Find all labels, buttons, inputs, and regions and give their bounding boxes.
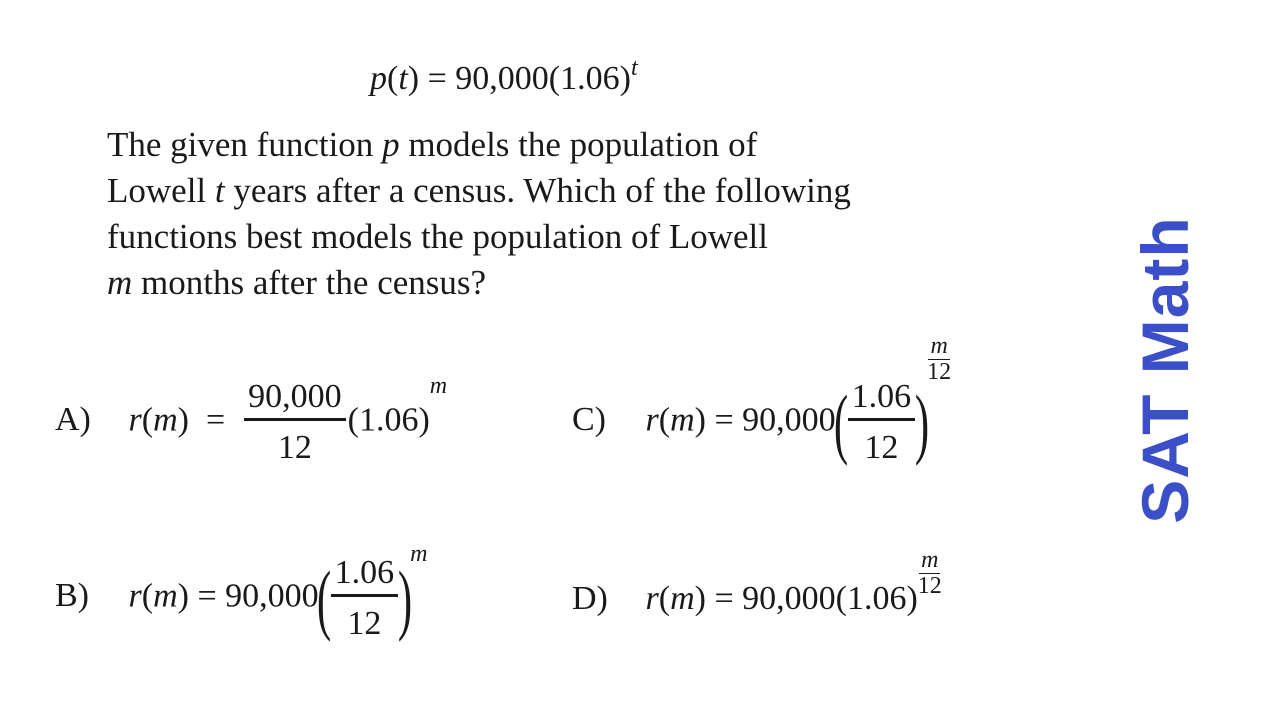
- function-name: r: [128, 401, 142, 439]
- question-line: [107, 168, 851, 214]
- choice-label: A): [55, 401, 91, 439]
- text: months after the census?: [132, 263, 487, 302]
- numerator: 1.06: [848, 380, 916, 421]
- choice-label: C): [572, 401, 606, 439]
- function-name: r: [128, 577, 142, 615]
- variable: m: [670, 580, 695, 617]
- equals: =: [427, 60, 447, 97]
- variable: m: [670, 401, 695, 439]
- choice-a[interactable]: A) r(m) = $\frac{90,000}{12}$ $(1.06)^m$: [55, 373, 448, 466]
- equals: =: [714, 401, 734, 439]
- denominator: 12: [864, 429, 899, 466]
- exponent-denominator: 12: [927, 359, 952, 385]
- question-line: [107, 214, 851, 260]
- variable: m: [107, 263, 133, 302]
- choice-b[interactable]: B) r(m) = 90,000( $\frac{1.06}{12}$ )$^m$: [55, 541, 428, 642]
- text: models the population of: [399, 125, 758, 164]
- sat-math-brand: SAT Math: [1128, 216, 1202, 524]
- text: years after a census. Which of the following: [224, 171, 851, 210]
- text: functions best models the population of Lowell: [107, 217, 769, 256]
- fraction: [848, 380, 916, 465]
- equals: =: [205, 401, 226, 439]
- right-paren: ): [914, 378, 930, 466]
- denominator: 12: [277, 429, 312, 466]
- function-name: p: [370, 60, 387, 97]
- numerator: 1.06: [331, 556, 399, 597]
- variable: t: [398, 60, 408, 97]
- base: (1.06): [347, 401, 430, 439]
- variable: m: [153, 577, 178, 615]
- numerator: 90,000: [244, 380, 346, 421]
- text: Lowell: [107, 171, 215, 210]
- coefficient: 90,000(1.06): [742, 580, 918, 617]
- exponent-fraction: [918, 548, 942, 598]
- text: The given function: [107, 125, 383, 164]
- choice-c[interactable]: C) r(m) = 90,000( $\frac{1.06}{12}$ ) $\frac{m}{12}$: [572, 333, 952, 466]
- left-paren: (: [316, 554, 331, 642]
- choice-d[interactable]: D) r(m) = 90,000(1.06) $\frac{m}{12}$: [572, 547, 942, 617]
- exponent-denominator: 12: [917, 573, 942, 599]
- question-line: [107, 122, 851, 168]
- right-paren: ): [397, 554, 413, 642]
- function-name: r: [645, 401, 659, 439]
- fraction: [244, 380, 346, 465]
- variable: t: [214, 171, 225, 210]
- exponent-fraction: [927, 334, 951, 384]
- denominator: 12: [347, 605, 382, 642]
- equals: =: [714, 580, 734, 617]
- choice-label: D): [572, 580, 608, 617]
- given-function: $p(t) = 90,000(1.06)^t$: [370, 55, 638, 97]
- coefficient: 90,000: [742, 401, 836, 439]
- question-text: [107, 122, 851, 306]
- exponent: t: [630, 55, 638, 81]
- exponent: m: [429, 373, 448, 399]
- exponent-numerator: m: [930, 333, 948, 359]
- variable: p: [382, 125, 400, 164]
- coefficient: 90,000: [225, 577, 319, 615]
- coefficient: 90,000(1.06): [455, 60, 631, 97]
- exponent-numerator: m: [921, 547, 939, 573]
- variable: m: [153, 401, 178, 439]
- left-paren: (: [833, 378, 848, 466]
- choice-label: B): [55, 577, 89, 615]
- question-line: [107, 260, 851, 306]
- equals: =: [197, 577, 217, 615]
- fraction: [331, 556, 399, 641]
- function-name: r: [645, 580, 659, 617]
- exponent: m: [410, 541, 428, 567]
